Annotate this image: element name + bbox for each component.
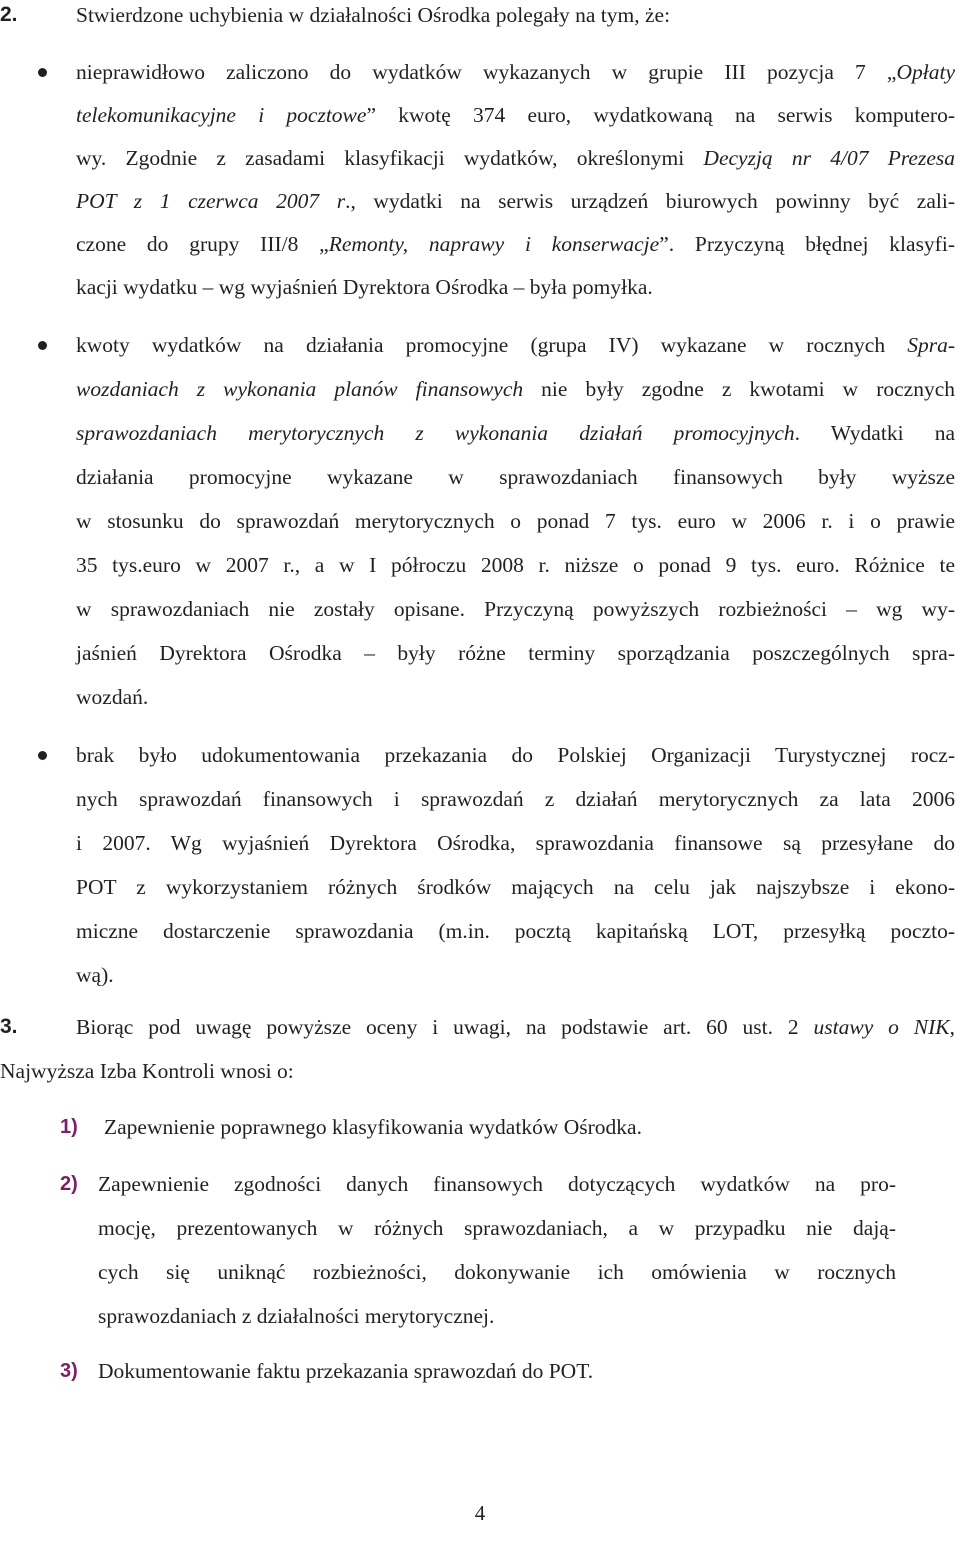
recommendation-number: 2) — [60, 1173, 78, 1195]
recommendation-text-line: sprawozdaniach z działalności merytorycznej. — [98, 1304, 495, 1328]
recommendation-text-line: Zapewnienie poprawnego klasyfikowania wydatków Ośrodka. — [104, 1115, 642, 1139]
page-number: 4 — [474, 1501, 486, 1525]
bullet-text-line: miczne dostarczenie sprawozdania (m.in. pocztą kapitańską LOT, przesyłką poczto- — [76, 919, 955, 943]
bullet-text-line: sprawozdaniach merytorycznych z wykonania działań promocyjnych. Wydatki na — [76, 421, 955, 445]
bullet-text-line: kwoty wydatków na działania promocyjne (grupa IV) wykazane w rocznych Spra- — [76, 333, 955, 357]
bullet-icon — [38, 751, 47, 760]
bullet-text-line: POT z wykorzystaniem różnych środków mających na celu jak najszybsze i ekono- — [76, 875, 955, 899]
section-number: 2. — [0, 3, 18, 26]
recommendation-text-line: Dokumentowanie faktu przekazania sprawozdań do POT. — [98, 1359, 594, 1383]
section-heading: Stwierdzone uchybienia w działalności Ośrodka polegały na tym, że: — [76, 3, 671, 27]
section-number-3: 3. — [0, 1015, 18, 1038]
bullet-text-line: w stosunku do sprawozdań merytorycznych o ponad 7 tys. euro w 2006 r. i o prawie — [76, 509, 955, 533]
bullet-text-line: nieprawidłowo zaliczono do wydatków wykazanych w grupie III pozycja 7 „Opłaty — [76, 60, 955, 84]
bullet-text-line: telekomunikacyjne i pocztowe” kwotę 374 euro, wydatkowaną na serwis komputero- — [76, 103, 955, 127]
bullet-text-line: wozdaniach z wykonania planów finansowych nie były zgodne z kwotami w rocznych — [76, 377, 956, 401]
bullet-text-line: brak było udokumentowania przekazania do Polskiej Organizacji Turystycznej rocz- — [76, 743, 955, 767]
recommendation-text-line: mocję, prezentowanych w różnych sprawozdaniach, a w przypadku nie dają- — [98, 1216, 896, 1240]
section-3-line-2: Najwyższa Izba Kontroli wnosi o: — [0, 1059, 294, 1083]
bullet-text-line: wozdań. — [76, 685, 149, 709]
bullet-text-line: jaśnień Dyrektora Ośrodka – były różne terminy sporządzania poszczególnych spra- — [76, 641, 955, 665]
bullet-text-line: działania promocyjne wykazane w sprawozdaniach finansowych były wyższe — [76, 465, 955, 489]
bullet-icon — [38, 341, 47, 350]
bullet-text-line: i 2007. Wg wyjaśnień Dyrektora Ośrodka, sprawozdania finansowe są przesyłane do — [76, 831, 955, 855]
bullet-icon — [38, 68, 47, 77]
recommendation-text-line: Zapewnienie zgodności danych finansowych dotyczących wydatków na pro- — [98, 1172, 896, 1196]
bullet-text-line: kacji wydatku – wg wyjaśnień Dyrektora Ośrodka – była pomyłka. — [76, 275, 653, 299]
bullet-text-line: wy. Zgodnie z zasadami klasyfikacji wydatków, określonymi Decyzją nr 4/07 Prezesa — [76, 146, 955, 170]
bullet-text-line: nych sprawozdań finansowych i sprawozdań z działań merytorycznych za lata 2006 — [76, 787, 955, 811]
bullet-text-line: w sprawozdaniach nie zostały opisane. Przyczyną powyższych rozbieżności – wg wy- — [76, 597, 955, 621]
recommendation-number: 1) — [60, 1116, 78, 1138]
section-3-line-1: Biorąc pod uwagę powyższe oceny i uwagi, na podstawie art. 60 ust. 2 ustawy o NIK, — [76, 1015, 955, 1039]
bullet-text-line: POT z 1 czerwca 2007 r., wydatki na serwis urządzeń biurowych powinny być zali- — [76, 189, 955, 213]
bullet-text-line: czone do grupy III/8 „Remonty, naprawy i konserwacje”. Przyczyną błędnej klasyfi- — [76, 232, 955, 256]
bullet-text-line: 35 tys.euro w 2007 r., a w I półroczu 2008 r. niższe o ponad 9 tys. euro. Różnice te — [76, 553, 955, 577]
recommendation-number: 3) — [60, 1360, 78, 1382]
recommendation-text-line: cych się uniknąć rozbieżności, dokonywanie ich omówienia w rocznych — [98, 1260, 896, 1284]
bullet-text-line: wą). — [76, 963, 114, 987]
